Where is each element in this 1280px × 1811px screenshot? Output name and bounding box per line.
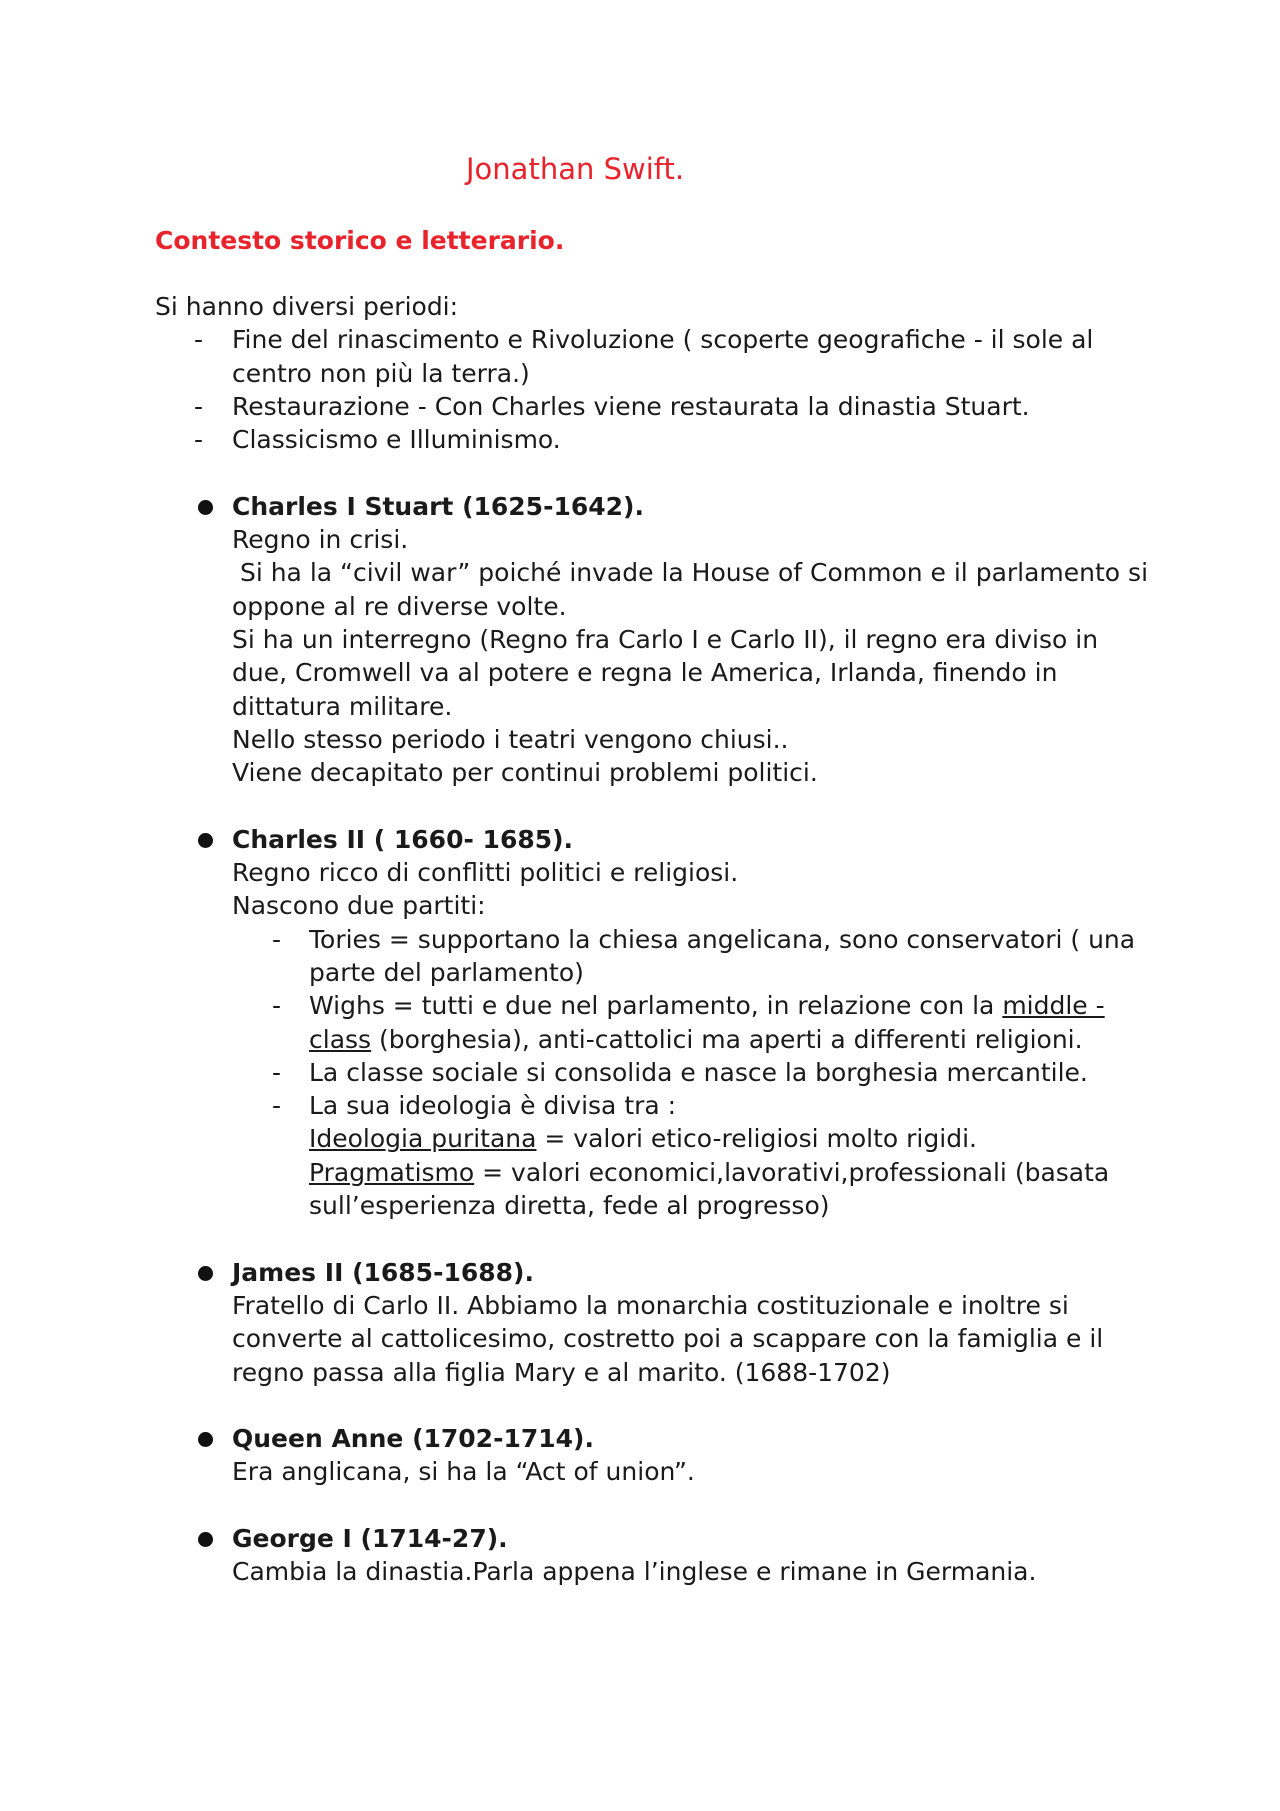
text-line: Nascono due partiti: bbox=[232, 891, 486, 921]
section-james-2 bbox=[155, 1256, 1155, 1389]
bullet-icon bbox=[198, 1532, 213, 1547]
section-queen-anne bbox=[155, 1422, 1155, 1489]
section-george-1 bbox=[155, 1522, 1155, 1589]
text-paragraph: Fratello di Carlo II. Abbiamo la monarchia costituzionale e inoltre si converte al cattolicesimo, costretto poi a scappare con la famiglia e il regno passa alla figlia Mary e al marito. (1688-1702) bbox=[232, 1290, 1104, 1387]
text-line: Regno in crisi. bbox=[232, 525, 409, 555]
bullet-icon bbox=[198, 500, 213, 515]
ideology-item bbox=[232, 1089, 1155, 1222]
period-item: - Fine del rinascimento e Rivoluzione ( scoperte geografiche - il sole al centro non più la terra.) bbox=[155, 323, 1155, 390]
bullet-icon bbox=[198, 1432, 213, 1447]
section-charles-2 bbox=[155, 823, 1155, 1223]
section-heading: Contesto storico e letterario. bbox=[155, 226, 565, 255]
period-item: - Classicismo e Illuminismo. bbox=[155, 423, 1155, 456]
whigs-text: Wighs = tutti e due nel parlamento, in relazione con la bbox=[309, 991, 1003, 1021]
section-charles-2-heading: Charles II ( 1660- 1685). bbox=[232, 824, 574, 854]
period-item: - Restaurazione - Con Charles viene restaurata la dinastia Stuart. bbox=[155, 390, 1155, 423]
section-charles-1-heading: Charles I Stuart (1625-1642). bbox=[232, 491, 644, 521]
party-whigs bbox=[232, 989, 1155, 1056]
periods-list bbox=[155, 323, 1155, 456]
pragmatism-definition: = valori economici,lavorativi,professionali (basata sull’esperienza diretta, fede al progresso) bbox=[309, 1157, 1110, 1221]
text-line: Viene decapitato per continui problemi politici. bbox=[232, 758, 818, 788]
section-charles-1 bbox=[155, 490, 1155, 790]
party-tories: - Tories = supportano la chiesa angelicana, sono conservatori ( una parte del parlamento) bbox=[232, 923, 1155, 990]
middle-class-term: middle - class bbox=[309, 991, 1105, 1054]
ideology-intro: La sua ideologia è divisa tra : bbox=[309, 1091, 677, 1121]
section-george-1-heading: George I (1714-27). bbox=[232, 1523, 508, 1553]
whigs-text-end: (borghesia), anti-cattolici ma aperti a differenti religioni. bbox=[371, 1024, 1083, 1054]
social-class-item: - La classe sociale si consolida e nasce la borghesia mercantile. bbox=[232, 1056, 1155, 1089]
pragmatism-term: Pragmatismo bbox=[309, 1157, 475, 1187]
page-title: Jonathan Swift. bbox=[466, 152, 685, 186]
parties-list bbox=[232, 923, 1155, 1223]
text-paragraph: Cambia la dinastia.Parla appena l’inglese e rimane in Germania. bbox=[232, 1557, 1037, 1587]
text-line: Si ha la “civil war” poiché invade la House of Common e il parlamento si oppone al re diverse volte. bbox=[232, 558, 1156, 621]
text-line: Si ha un interregno (Regno fra Carlo I e Carlo II), il regno era diviso in due, Cromwell va al potere e regna le America, Irlanda, finendo in dittatura militare. bbox=[232, 624, 1099, 721]
puritan-term: Ideologia puritana bbox=[309, 1124, 537, 1154]
document-body bbox=[155, 290, 1155, 1589]
text-paragraph: Era anglicana, si ha la “Act of union”. bbox=[232, 1457, 695, 1487]
text-line: Regno ricco di conflitti politici e religiosi. bbox=[232, 858, 739, 888]
text-line: Nello stesso periodo i teatri vengono chiusi.. bbox=[232, 724, 789, 754]
intro-text: Si hanno diversi periodi: bbox=[155, 292, 459, 321]
section-james-2-heading: James II (1685-1688). bbox=[232, 1257, 534, 1287]
section-queen-anne-heading: Queen Anne (1702-1714). bbox=[232, 1424, 594, 1454]
bullet-icon bbox=[198, 833, 213, 848]
puritan-definition: = valori etico-religiosi molto rigidi. bbox=[536, 1124, 977, 1154]
bullet-icon bbox=[198, 1266, 213, 1281]
